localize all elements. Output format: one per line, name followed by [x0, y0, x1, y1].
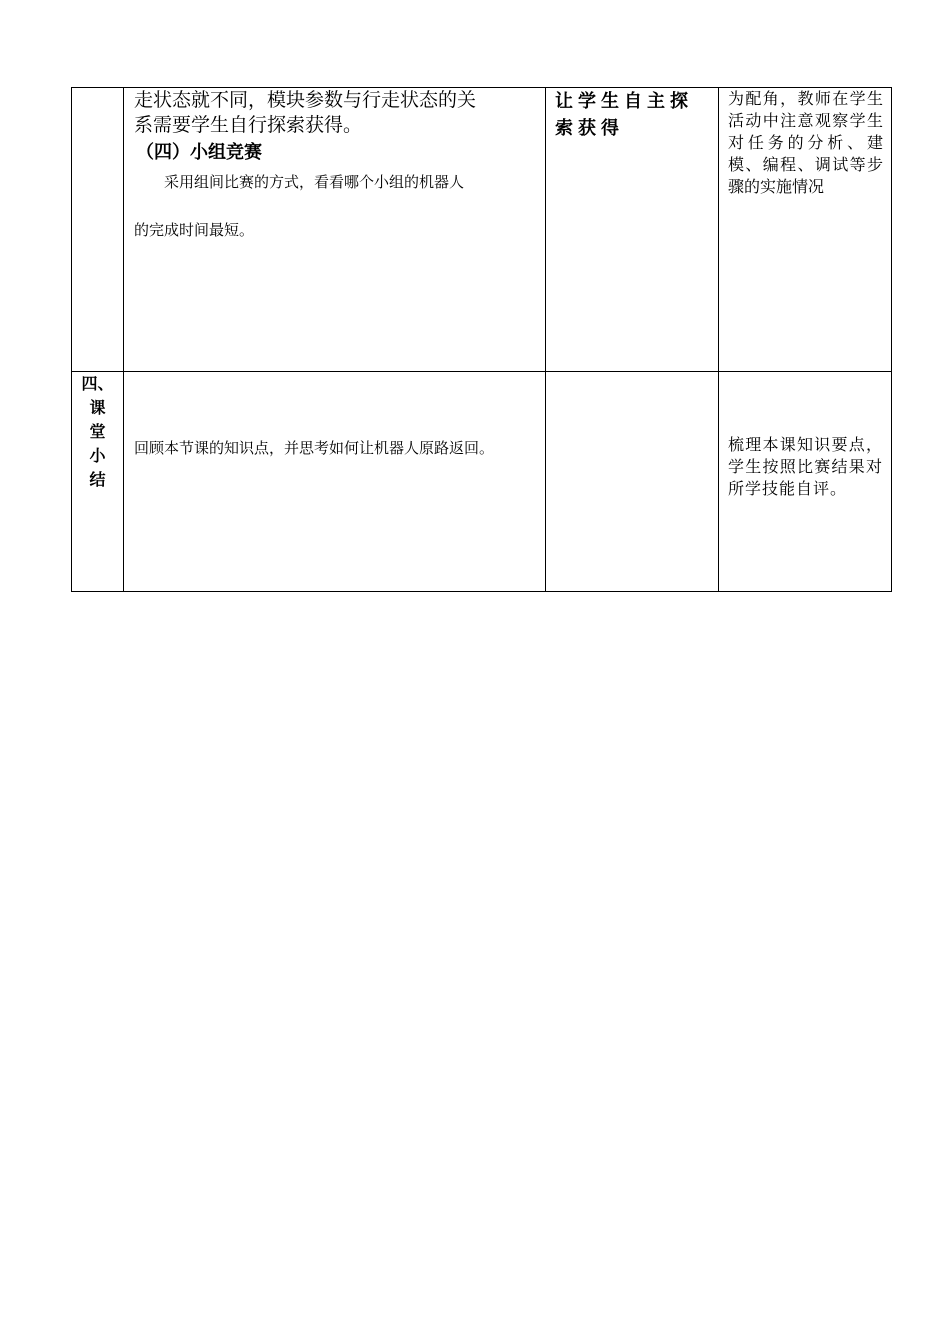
stage-label-cell	[72, 372, 124, 592]
stage-label-char: 堂	[89, 422, 106, 441]
design-intent-line: 索获得	[555, 118, 624, 139]
stage-label-cell-empty	[72, 88, 124, 372]
table-row	[72, 372, 892, 592]
stage-label-char: 课	[89, 398, 106, 417]
teaching-content-cell	[124, 372, 546, 592]
content-line: 走状态就不同，模块参数与行走状态的关	[134, 89, 477, 111]
content-paragraph-line: 采用组间比赛的方式，看看哪个小组的机器人	[164, 173, 465, 191]
content-paragraph-line: 的完成时间最短。	[134, 221, 255, 239]
design-intent-cell	[546, 88, 719, 372]
notes-cell	[719, 372, 892, 592]
stage-label-char: 小	[89, 446, 106, 465]
notes-text: 为配角，教师在学生活动中注意观察学生对任务的分析、建模、编程、调试等步骤的实施情况	[728, 89, 883, 196]
notes-cell	[719, 88, 892, 372]
teaching-content-cell	[124, 88, 546, 372]
stage-label	[80, 372, 116, 492]
stage-label-char: 结	[89, 470, 106, 489]
notes-text: 梳理本课知识要点，学生按照比赛结果对所学技能自评。	[728, 435, 883, 498]
summary-text: 回顾本节课的知识点，并思考如何让机器人原路返回。	[134, 439, 495, 457]
table-row	[72, 88, 892, 372]
design-intent-cell-empty	[546, 372, 719, 592]
stage-label-char: 四、	[81, 374, 114, 393]
content-line: 系需要学生自行探索获得。	[134, 114, 363, 136]
lesson-plan-table	[71, 87, 892, 592]
section-heading: （四）小组竞赛	[136, 142, 262, 163]
design-intent-line: 让学生自主探	[555, 91, 693, 112]
